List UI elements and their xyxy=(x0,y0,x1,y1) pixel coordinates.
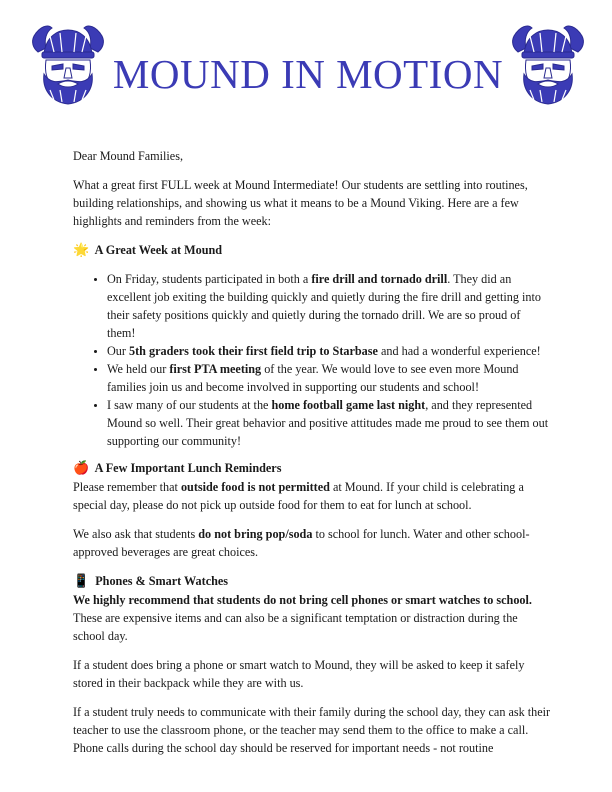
page-header xyxy=(0,0,612,128)
phones-paragraph-2: If a student does bring a phone or smart watch to Mound, they will be asked to keep it safely stored in their backpack while they are with us. xyxy=(73,658,525,690)
viking-mascot-icon xyxy=(30,22,106,106)
newsletter-title: MOUND IN MOTION xyxy=(112,51,504,97)
intro-paragraph: What a great first FULL week at Mound Intermediate! Our students are settling into routines, building relationships, and showing us what it means to be a Mound Viking. Here are a few highlights and reminders from the week: xyxy=(73,178,528,228)
list-item: • On Friday, students participated in both a fire drill and tornado drill. They did an excellent job exiting the building quickly and quietly during the fire drill and getting into their safety positions quickly and quietly during the tornado drill. We are so proud of them! xyxy=(107,270,551,342)
section-heading-great-week xyxy=(73,241,551,260)
greeting: Dear Mound Families, xyxy=(73,149,184,163)
lunch-paragraph-2: We also ask that students do not bring pop/soda to school for lunch. Water and other school-approved beverages are great choices. xyxy=(73,527,530,559)
apple-icon: 🍎 xyxy=(73,461,90,476)
list-item: • We held our first PTA meeting of the year. We would love to see even more Mound families join us and become involved in supporting our students and school! xyxy=(107,360,551,396)
section-title: A Great Week at Mound xyxy=(94,243,223,257)
section-heading-lunch xyxy=(73,459,551,478)
section-heading-phones xyxy=(73,572,551,591)
section-title: Phones & Smart Watches xyxy=(95,574,229,588)
letter-body xyxy=(73,147,551,768)
lunch-paragraph-1: Please remember that outside food is not permitted at Mound. If your child is celebrating a special day, please do not pick up outside food for them to eat for lunch at school. xyxy=(73,480,524,512)
list-item: • I saw many of our students at the home football game last night, and they represented Mound so well. Their great behavior and positive attitudes made me proud to see them out supporting our community! xyxy=(107,396,551,450)
phones-paragraph-1: We highly recommend that students do not bring cell phones or smart watches to school. These are expensive items and can also be a significant temptation or distraction during the school day. xyxy=(73,593,532,643)
phone-icon: 📱 xyxy=(73,574,90,589)
section-title: A Few Important Lunch Reminders xyxy=(94,461,282,475)
highlights-list xyxy=(73,270,551,450)
list-item: • Our 5th graders took their first field trip to Starbase and had a wonderful experience! xyxy=(107,342,551,360)
phones-paragraph-3: If a student truly needs to communicate with their family during the school day, they can ask their teacher to use the classroom phone, or the teacher may send them to the office to make a call. Phone calls during the school day should be reserved for important needs - not routine xyxy=(73,705,551,755)
star-icon: 🌟 xyxy=(73,243,90,258)
viking-mascot-icon xyxy=(510,22,586,106)
